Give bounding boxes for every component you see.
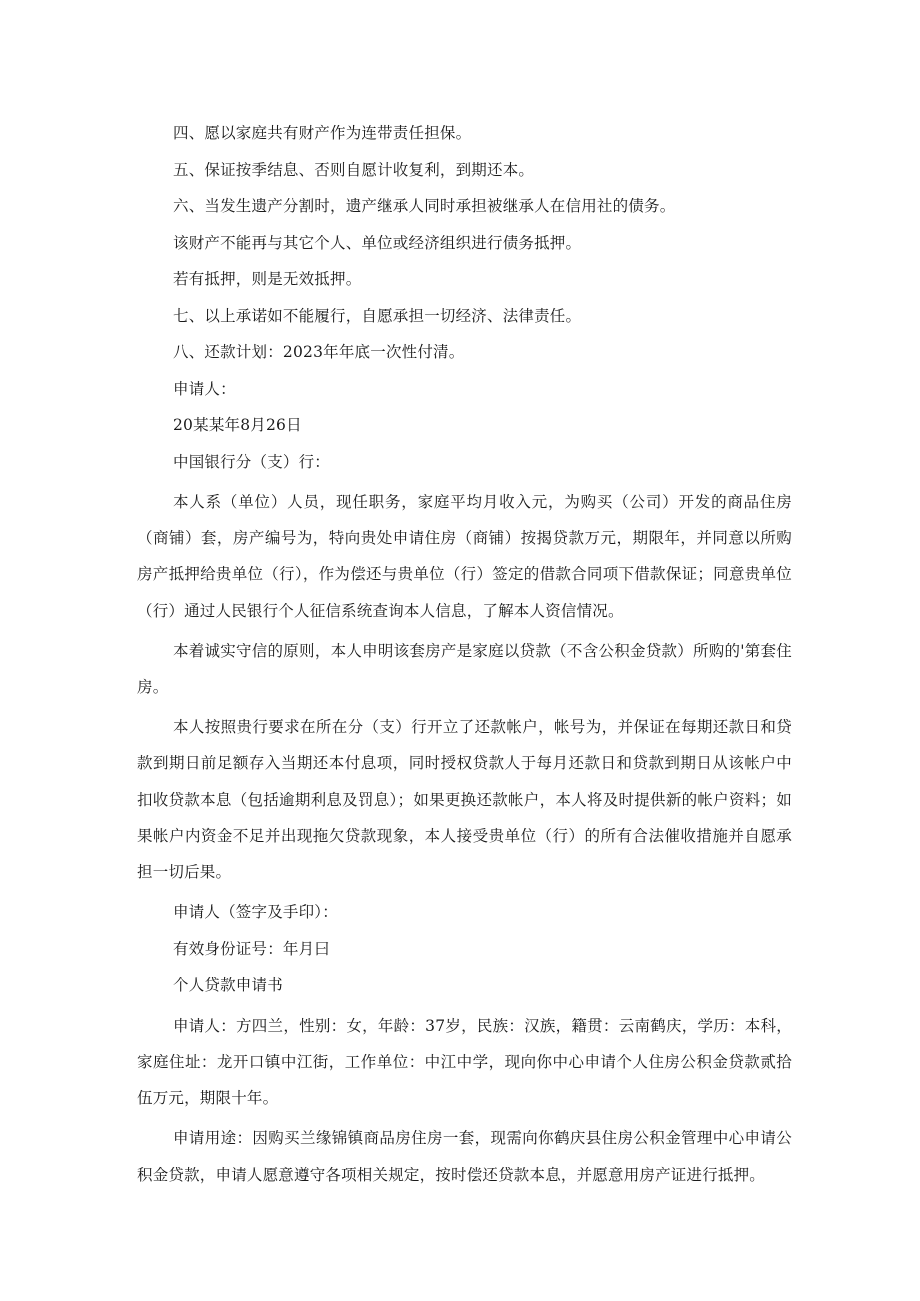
loan-purpose-paragraph: 申请用途：因购买兰缘锦镇商品房住房一套，现需向你鹤庆县住房公积金管理中心申请公积金贷款，申请人愿意遵守各项相关规定，按时偿还贷款本息，并愿意用房产证进行抵押。 <box>137 1129 792 1184</box>
clause-7: 七、以上承诺如不能履行，自愿承担一切经济、法律责任。 <box>173 306 582 325</box>
property-statement: 该财产不能再与其它个人、单位或经济组织进行债务抵押。 <box>173 233 582 252</box>
applicant-info-paragraph: 申请人：方四兰，性别：女，年龄：37岁，民族：汉族，籍贯：云南鹤庆，学历：本科，家庭住址：龙开口镇中江街，工作单位：中江中学，现向你中心申请个人住房公积金贷款贰拾伍万元，期限十年。 <box>137 1016 792 1108</box>
good-faith-paragraph: 本着诚实守信的原则，本人申明该套房产是家庭以贷款（不含公积金贷款）所购的'第套住房。 <box>137 641 792 697</box>
applicant-label: 申请人： <box>173 379 236 398</box>
date-line: 20某某年8月26日 <box>173 416 302 434</box>
clause-8-repayment-plan: 八、还款计划：2023年年底一次性付清。 <box>173 343 465 361</box>
application-title: 个人贷款申请书 <box>173 976 283 995</box>
id-number-label: 有效身份证号：年月曰 <box>173 939 331 958</box>
clause-4: 四、愿以家庭共有财产作为连带责任担保。 <box>173 124 472 142</box>
loan-application-paragraph: 本人系（单位）人员，现任职务，家庭平均月收入元，为购买（公司）开发的商品住房（商铺）套，房产编号为，特向贵处申请住房（商铺）按揭贷款万元，期限年，并同意以所购房产抵押给贵单位（行），作为偿还与贵单位（行）签定的借款合同项下借款保证；同意贵单位（行）通过人民银行个人征信系统查询本人信息，了解本人资信情况。 <box>137 493 792 620</box>
clause-6: 六、当发生遗产分割时，遗产继承人同时承担被继承人在信用社的债务。 <box>173 197 676 215</box>
clause-5: 五、保证按季结息、否则自愿计收复利，到期还本。 <box>173 160 535 179</box>
repayment-account-paragraph: 本人按照贵行要求在所在分（支）行开立了还款帐户，帐号为，并保证在每期还款日和贷款到期日前足额存入当期还本付息项，同时授权贷款人于每月还款日和贷款到期日从该帐户中扣收贷款本息（包括逾期利息及罚息）；如果更换还款帐户，本人将及时提供新的帐户资料；如果帐户内资金不足并出现拖欠贷款现象，本人接受贵单位（行）的所有合法催收措施并自愿承担一切后果。 <box>137 718 792 882</box>
document-body <box>137 115 792 1193</box>
signature-label: 申请人（签字及手印）： <box>173 903 338 922</box>
mortgage-void-statement: 若有抵押，则是无效抵押。 <box>173 270 362 288</box>
bank-addressee: 中国银行分（支）行： <box>173 452 331 471</box>
